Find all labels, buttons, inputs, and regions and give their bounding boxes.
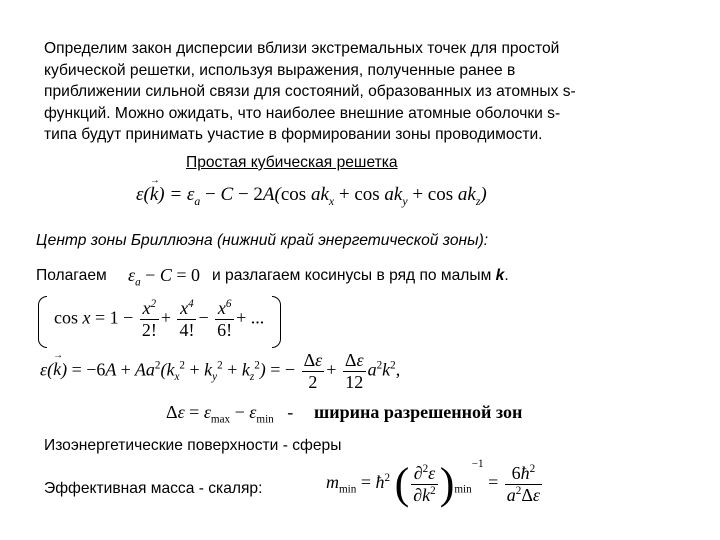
intro-line: приближении сильной связи для состояний, образованных из атомных s-: [44, 83, 576, 101]
assume-formula: $\varepsilon_a - C = 0$: [128, 265, 200, 289]
intro-line: Определим закон дисперсии вблизи экстремальных точек для простой: [44, 40, 560, 57]
intro-paragraph: [44, 38, 684, 146]
assume-period: .: [504, 267, 509, 284]
assume-prefix: Полагаем: [36, 267, 107, 284]
assume-suffix-text: и разлагаем косинусы в ряд по малым: [212, 267, 492, 284]
brillouin-center-heading: Центр зоны Бриллюэна (нижний край энергетической зоны):: [36, 232, 489, 249]
intro-line: кубической решетки, используя выражения, полученные ранее в: [44, 61, 516, 79]
series-left-bracket: [38, 296, 47, 348]
effective-mass-formula: $m_{min}$ = $ħ^2$ ( $\frac{\partial^2\varepsilon}{\partial k^2}$ )$_{min}^{-1}$ = $\frac{6ħ^2}{a^2\Delta\varepsilon}$: [326, 458, 541, 508]
section-subtitle: Простая кубическая решетка: [186, 154, 398, 171]
bandwidth-formula: $\Delta\varepsilon = \varepsilon_{max} - \varepsilon_{min}$ -: [166, 402, 294, 426]
isoenergetic-text: Изоэнергетические поверхности - сферы: [44, 437, 342, 454]
intro-line: функций. Можно ожидать, что наиболее внешние атомные оболочки s-: [44, 104, 561, 122]
expanded-dispersion-formula: $\varepsilon(\to k) = -6A + Aa^2(k_x^2 + k_y^2 + k_z^2)$ = − $\frac{\Delta\varepsilon}{2}$ + $\frac{\Delta\varepsilon}{12}$ $a^2k^2$,: [40, 350, 400, 392]
series-right-bracket: [272, 296, 281, 348]
assume-suffix: [212, 267, 509, 285]
intro-line: типа будут принимать участие в формировании зоны проводимости.: [44, 126, 543, 144]
assume-k: k: [495, 267, 505, 284]
cosine-series-formula: cos x = 1 − $\frac{x^2}{2!}$ + $\frac{x^4}{4!}$ − $\frac{x^6}{6!}$ + ...: [54, 298, 265, 340]
bandwidth-label: ширина разрешенной зон: [314, 402, 523, 422]
effective-mass-text: Эффективная масса - скаляр:: [44, 480, 263, 497]
dispersion-formula: $\varepsilon(\to k) = \varepsilon_a - C - 2A(\cos$ $ak_x + \cos ak_y + \cos ak_z$): [136, 184, 487, 209]
